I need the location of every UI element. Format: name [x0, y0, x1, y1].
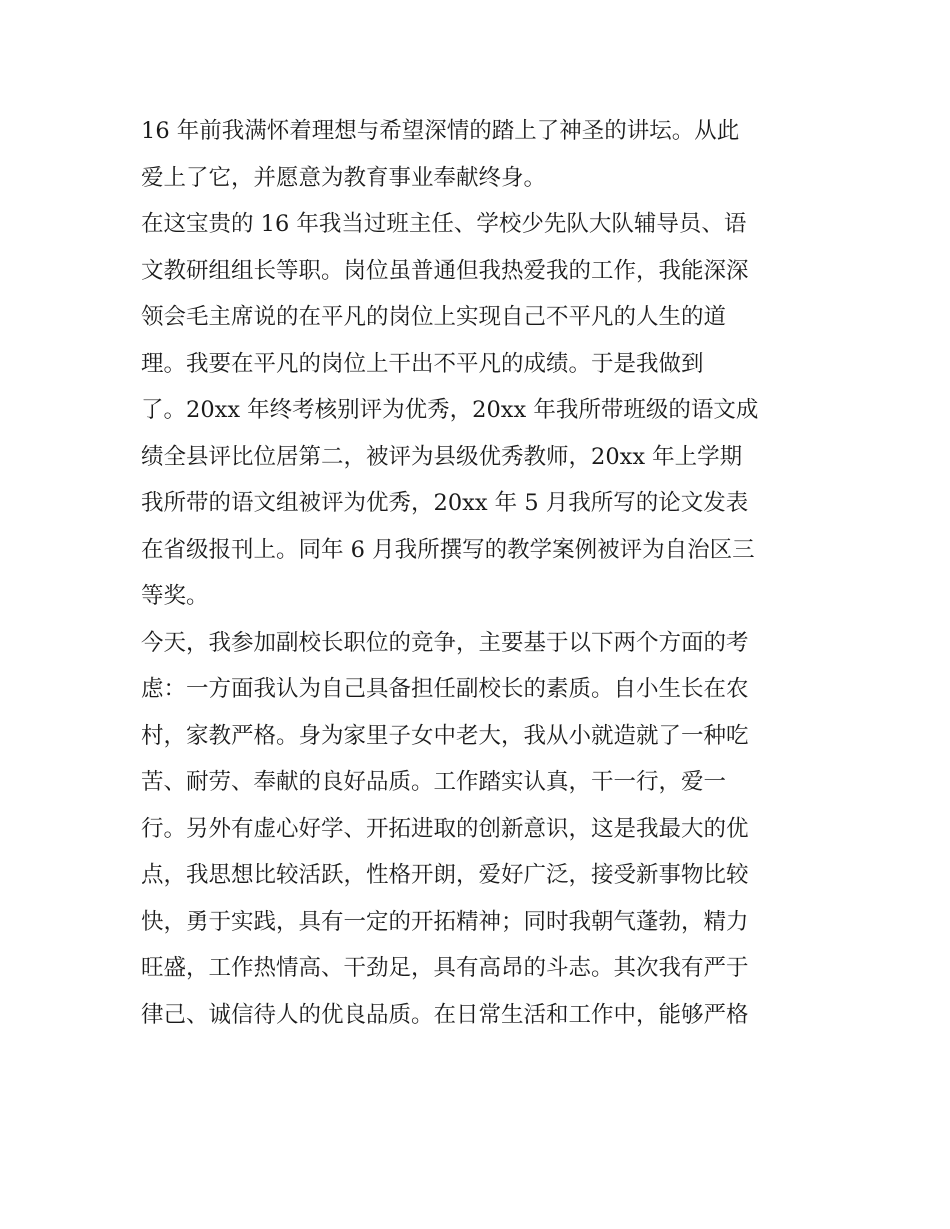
- text-line: 在省级报刊上。同年 6 月我所撰写的教学案例被评为自治区三: [141, 536, 755, 563]
- text-line: 行。另外有虚心好学、开拓进取的创新意识，这是我最大的优: [141, 815, 749, 842]
- text-line: 文教研组组长等职。岗位虽普通但我热爱我的工作，我能深深: [141, 257, 749, 284]
- text-line: 等奖。: [141, 583, 209, 609]
- text-line: 律己、诚信待人的优良品质。在日常生活和工作中，能够严格: [141, 1001, 749, 1028]
- text-line: 了。20xx 年终考核别评为优秀，20xx 年我所带班级的语文成: [141, 397, 759, 423]
- text-line: 理。我要在平凡的岗位上干出不平凡的成绩。于是我做到: [141, 350, 704, 377]
- text-line: 点，我思想比较活跃，性格开朗，爱好广泛，接受新事物比较: [141, 862, 749, 888]
- body-text: [141, 108, 821, 1038]
- text-line: 旺盛，工作热情高、干劲足，具有高昂的斗志。其次我有严于: [141, 955, 749, 981]
- text-line: 虑：一方面我认为自己具备担任副校长的素质。自小生长在农: [141, 676, 749, 702]
- text-line: 16 年前我满怀着理想与希望深情的踏上了神圣的讲坛。从此: [141, 118, 740, 144]
- text-line: 领会毛主席说的在平凡的岗位上实现自己不平凡的人生的道: [141, 304, 727, 330]
- text-line: 绩全县评比位居第二，被评为县级优秀教师，20xx 年上学期: [141, 443, 743, 470]
- text-line: 今天，我参加副校长职位的竞争，主要基于以下两个方面的考: [141, 629, 749, 656]
- text-line: 在这宝贵的 16 年我当过班主任、学校少先队大队辅导员、语: [141, 211, 747, 237]
- text-line: 苦、耐劳、奉献的良好品质。工作踏实认真，干一行，爱一: [141, 769, 727, 795]
- text-line: 爱上了它，并愿意为教育事业奉献终身。: [141, 164, 547, 191]
- text-line: 村，家教严格。身为家里子女中老大，我从小就造就了一种吃: [141, 722, 749, 749]
- text-line: 我所带的语文组被评为优秀，20xx 年 5 月我所写的论文发表: [141, 490, 749, 516]
- text-line: 快，勇于实践，具有一定的开拓精神；同时我朝气蓬勃，精力: [141, 908, 749, 935]
